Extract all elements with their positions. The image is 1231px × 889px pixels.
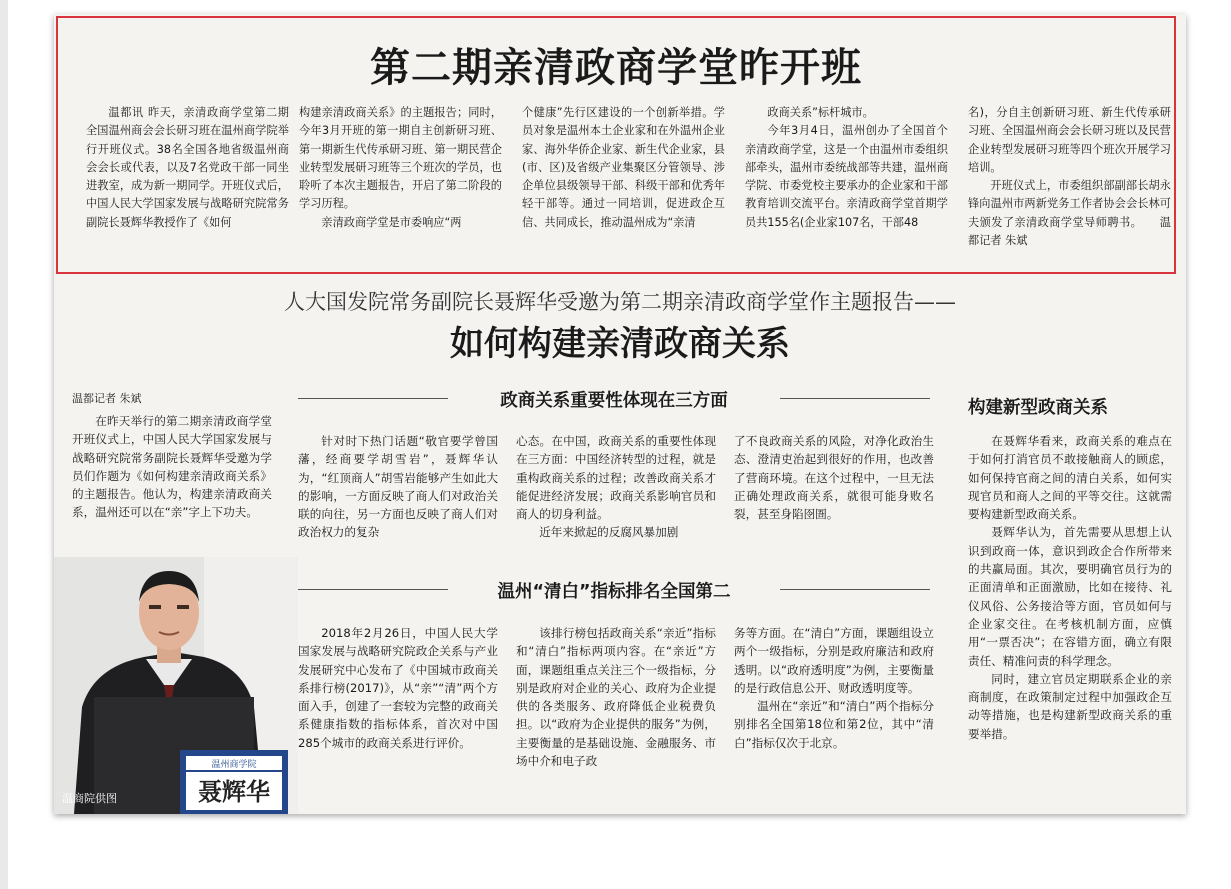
section-title-2: 温州“清白”指标排名全国第二 — [497, 582, 731, 602]
speaker-photo — [54, 557, 298, 814]
feature-intro — [72, 412, 272, 522]
paragraph: 针对时下热门话题“敬官要学曾国藩，经商要学胡雪岩”，聂辉华认为，“红顶商人”胡雪岩能够产生如此大的影响，一方面反映了商人们对政治关联的向往，另一方面也反映了商人们对政治权力的复杂 — [298, 434, 498, 540]
nameplate-text: 聂辉华 — [198, 777, 270, 806]
paragraph: 心态。在中国，政商关系的重要性体现在三方面：中国经济转型的过程，就是重构政商关系的过程；改善政商关系才能促进经济发展；政商关系影响官员和商人的切身利益。 — [516, 434, 716, 522]
section-2-column — [298, 624, 498, 752]
paragraph: 温州在“亲近”和“清白”两个指标分别排名全国第18位和第2位，其中“清白”指标仅次于北京。 — [734, 699, 934, 750]
top-story-column — [299, 104, 502, 232]
sidebar-paragraph: 同时，建立官员定期联系企业的亲商制度，在政策制定过程中加强政企互动等措施，也是构建新型政商关系的重要举措。 — [968, 671, 1172, 741]
paragraph: 亲清政商学堂是市委响应“两 — [321, 215, 462, 229]
rule-right — [780, 398, 930, 399]
section-2-column — [516, 624, 716, 770]
paragraph: 务等方面。在“清白”方面，课题组设立两个一级指标，分别是政府廉洁和政府透明。以“政府透明度”为例，主要衡量的是行政信息公开、财政透明度等。 — [734, 626, 934, 695]
feature-headline: 如何构建亲清政商关系 — [450, 324, 790, 364]
paragraph: 构建亲清政商关系》的主题报告；同时，今年3月开班的第一期自主创新研习班、第一期新生代传承研习班、第一期民营企业转型发展研习班等三个班次的学员，也聆听了本次主题报告，开启了第二阶段的学习历程。 — [299, 106, 502, 211]
paragraph: 近年来掀起的反腐风暴加剧 — [539, 525, 679, 540]
paragraph: 该排行榜包括政商关系“亲近”指标和“清白”指标两项内容。在“亲近”方面，课题组重点关注三个一级指标，分别是政府对企业的关心、政府为企业提供的各类服务、政府降低企业税费负担。以“政府为企业提供的服务”为例，主要衡量的是基础设施、金融服务、市场中介和电子政 — [516, 626, 716, 769]
speaker-photo-illustration — [54, 557, 298, 814]
sidebar-body — [968, 432, 1172, 743]
page-margin — [0, 0, 8, 889]
sidebar-title: 构建新型政商关系 — [968, 398, 1108, 418]
section-1-column — [734, 432, 934, 523]
feature-byline: 温都记者 朱斌 — [72, 392, 142, 405]
feature-subheadline: 人大国发院常务副院长聂辉华受邀为第二期亲清政商学堂作主题报告—— — [284, 290, 956, 314]
section-title-1: 政商关系重要性体现在三方面 — [500, 391, 728, 411]
top-story-highlight — [56, 16, 1176, 274]
paragraph: 个健康”先行区建设的一个创新举措。学员对象是温州本土企业家和在外温州企业家、海外华侨企业家、新生代企业家，县(市、区)及省级产业集聚区分管领导、涉企单位县级领导干部、科级干部和优秀年轻干部等。通过一同培训，促进政企互信、共同成长，推动温州成为“亲清 — [522, 106, 725, 229]
section-heading-1 — [298, 387, 930, 409]
sidebar-paragraph: 在聂辉华看来，政商关系的难点在于如何打消官员不敢接触商人的顾虑，如何保持官商之间的清白关系，如何实现官员和商人之间的平等交往。这就需要构建新型政商关系。 — [968, 434, 1172, 522]
top-story-column — [745, 104, 948, 232]
rule-right — [780, 589, 930, 590]
top-story-headline: 第二期亲清政商学堂昨开班 — [370, 45, 862, 91]
section-1-column — [298, 432, 498, 542]
paragraph: 名)，分自主创新研习班、新生代传承研习班、全国温州商会会长研习班以及民营企业转型发展研习班等四个班次开展学习培训。 — [968, 106, 1171, 174]
top-story-column — [522, 104, 725, 232]
paragraph: 温都讯 昨天，亲清政商学堂第二期全国温州商会会长研习班在温州商学院举行开班仪式。38名全国各地省级温州商会会长或代表，以及7名党政干部一同坐进教室，成为新一期同学。开班仪式后，中国人民大学国家发展与战略研究院常务副院长聂辉华教授作了《如何 — [86, 106, 289, 229]
sidebar-paragraph: 聂辉华认为，首先需要从思想上认识到政商一体，意识到政企合作所带来的共赢局面。其次，要明确官员行为的正面清单和正面激励，比如在接待、礼仪风俗、公务接洽等方面，官员如何与企业家交往。在考核机制方面，应慎用“一票否决”；在容错方面，确立有限责任、精准问责的科学理念。 — [968, 525, 1172, 668]
section-1-column — [516, 432, 716, 542]
section-heading-2 — [298, 578, 930, 600]
top-story-column — [86, 104, 289, 232]
paragraph: 政商关系”标杆城市。 — [767, 106, 874, 119]
section-2-column — [734, 624, 934, 752]
top-story-body — [72, 104, 1172, 264]
intro-paragraph: 在昨天举行的第二期亲清政商学堂开班仪式上，中国人民大学国家发展与战略研究院常务副院长聂辉华受邀为学员们作题为《如何构建亲清政商关系》的主题报告。他认为，构建亲清政商关系，温州还可以在“亲”字上下功夫。 — [72, 414, 272, 520]
photo-credit: 温商院供图 — [62, 792, 117, 805]
paragraph: 了不良政商关系的风险，对净化政治生态、澄清吏治起到很好的作用，也改善了营商环境。在这个过程中，一旦无法正确处理政商关系，就很可能身败名裂，甚至身陷囹圄。 — [734, 434, 934, 522]
paragraph: 今年3月4日，温州创办了全国首个亲清政商学堂，这是一个由温州市委组织部牵头，温州市委统战部等共建，温州商学院、市委党校主要承办的企业家和干部教育培训交流平台。亲清政商学堂首期学员共155名(企业家107名，干部48 — [745, 124, 948, 229]
newspaper-page — [54, 14, 1186, 814]
paragraph: 开班仪式上，市委组织部副部长胡永锋向温州市两新党务工作者协会会长林可夫颁发了亲清政商学堂导师聘书。 温都记者 朱斌 — [968, 179, 1171, 248]
nameplate-logo: 温州商学院 — [211, 760, 257, 770]
paragraph: 2018年2月26日，中国人民大学国家发展与战略研究院政企关系与产业发展研究中心发布了《中国城市政商关系排行榜(2017)》，从“亲”“清”两个方面入手，创建了一套较为完整的政商关系健康指数的指标体系，首次对中国285个城市的政商关系进行评价。 — [298, 626, 498, 750]
top-story-column — [968, 104, 1171, 250]
